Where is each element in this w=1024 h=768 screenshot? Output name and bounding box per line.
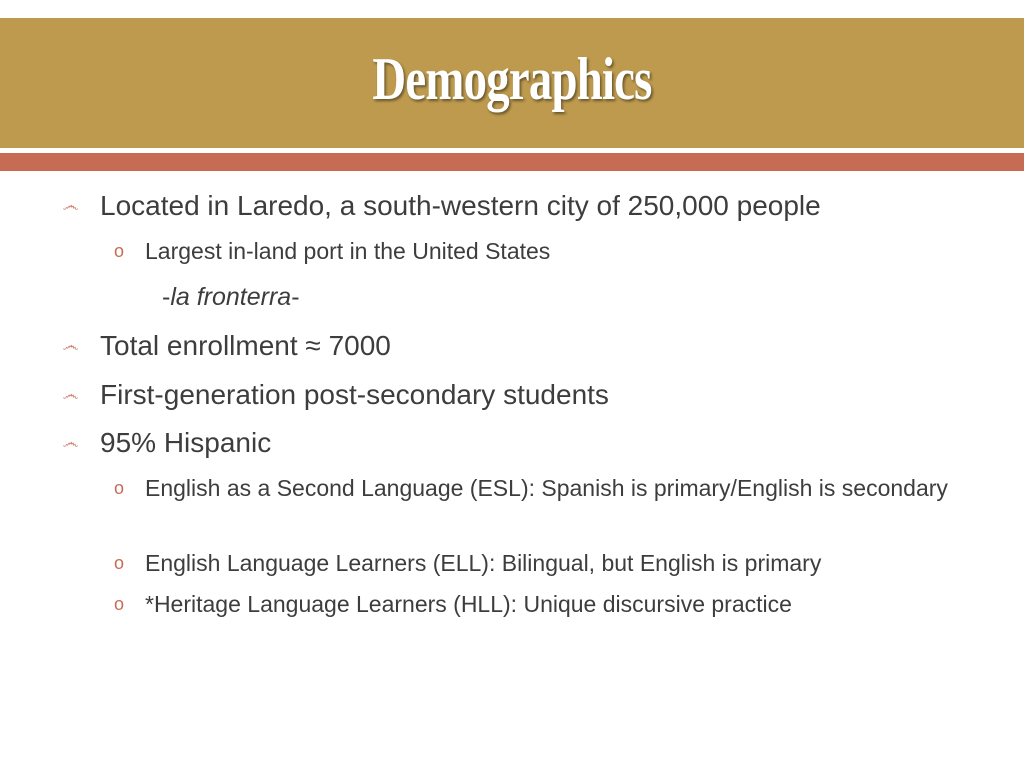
divider-thin xyxy=(0,148,1024,152)
list-item-text: Total enrollment ≈ 7000 xyxy=(100,330,391,361)
sub-item-ell xyxy=(114,546,974,580)
note-text: la fronterra xyxy=(170,283,292,311)
sub-item-text: English Language Learners (ELL): Bilingual, but English is primary xyxy=(145,550,822,576)
bullet-icon: ෴ xyxy=(62,385,77,404)
bullet-icon: ෴ xyxy=(62,196,77,215)
list-item-first-gen xyxy=(62,378,609,412)
sub-item-port xyxy=(114,234,974,268)
list-item-text: 95% Hispanic xyxy=(100,427,272,458)
list-item-hispanic xyxy=(62,426,271,460)
sub-item-hll xyxy=(114,587,974,621)
list-item-location xyxy=(62,189,821,223)
sub-item-text: English as a Second Language (ESL): Spanish is primary/English is secondary xyxy=(145,475,948,501)
note-dash-left: - xyxy=(162,283,171,311)
sub-bullet-icon: o xyxy=(114,478,125,498)
note-dash-right: - xyxy=(291,283,300,311)
bullet-icon: ෴ xyxy=(62,433,77,452)
sub-item-text: *Heritage Language Learners (HLL): Unique discursive practice xyxy=(145,591,792,617)
sub-bullet-icon: o xyxy=(114,553,125,573)
title-band xyxy=(0,18,1024,148)
list-item-text: Located in Laredo, a south-western city of 250,000 people xyxy=(100,190,821,221)
sub-item-esl xyxy=(114,471,974,505)
list-item-enrollment xyxy=(62,329,391,363)
divider-accent xyxy=(0,153,1024,171)
fronterra-note xyxy=(162,280,300,314)
slide-title: Demographics xyxy=(372,45,652,112)
bullet-icon: ෴ xyxy=(62,336,77,355)
sub-bullet-icon: o xyxy=(114,594,125,614)
list-item-text: First-generation post-secondary students xyxy=(100,379,609,410)
sub-item-text: Largest in-land port in the United States xyxy=(145,238,551,264)
sub-bullet-icon: o xyxy=(114,241,125,261)
